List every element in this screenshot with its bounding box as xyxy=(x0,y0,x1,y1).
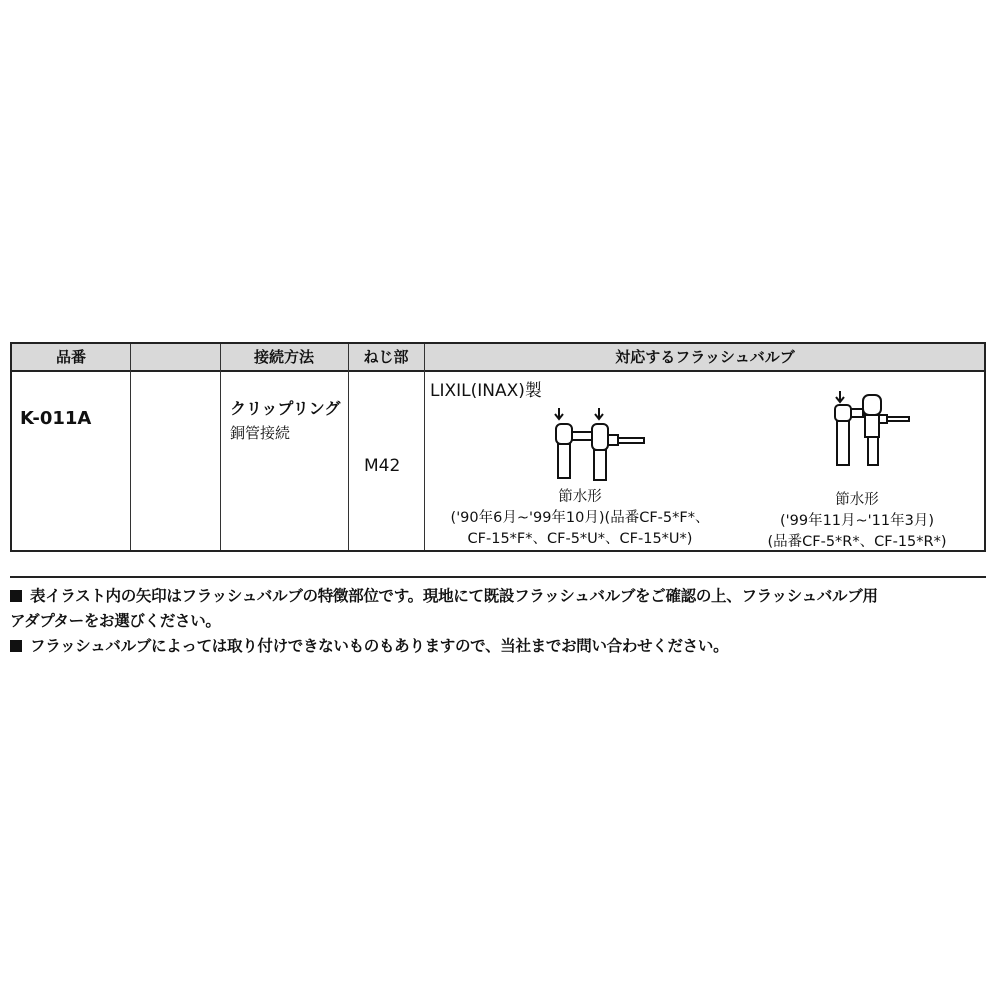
valve-2-type: 節水形 xyxy=(835,492,879,508)
thread-size: M42 xyxy=(364,456,401,476)
part-number: K-011A xyxy=(20,408,92,429)
divider xyxy=(10,576,986,578)
bullet-square-icon xyxy=(10,590,22,602)
header-connection: 接続方法 xyxy=(253,348,314,366)
maker-label: LIXIL(INAX)製 xyxy=(430,381,542,401)
header-thread: ねじ部 xyxy=(363,348,409,366)
header-flush-valve: 対応するフラッシュバルブ xyxy=(615,348,795,366)
header-part-no: 品番 xyxy=(55,348,86,366)
flush-valve-illustration-1 xyxy=(547,404,647,484)
bullet-square-icon xyxy=(10,640,22,652)
note-2: フラッシュバルブによっては取り付けできないものもありますので、当社までお問い合わせください。 xyxy=(10,634,728,656)
valve-2-period: ('99年11月~'11年3月) xyxy=(779,513,934,529)
valve-2-caption xyxy=(732,490,982,553)
valve-1-period: ('90年6月~'99年10月)(品番CF-5*F*、 xyxy=(450,510,710,526)
valve-1-caption xyxy=(430,487,730,550)
valve-1-models: CF-15*F*、CF-5*U*、CF-15*U*) xyxy=(467,531,693,547)
valve-1-type: 節水形 xyxy=(558,489,602,505)
connection-method-2: 銅管接続 xyxy=(230,424,291,442)
note-1-cont: アダプターをお選びください。 xyxy=(10,612,221,630)
flush-valve-illustration-2 xyxy=(830,389,920,469)
valve-2-models: (品番CF-5*R*、CF-15*R*) xyxy=(767,534,947,550)
note-1: 表イラスト内の矢印はフラッシュバルブの特徴部位です。現地にて既設フラッシュバルブをご確認の上、フラッシュバルブ用 xyxy=(10,584,878,606)
connection-method-1: クリップリング xyxy=(230,399,341,418)
header-blank xyxy=(130,344,220,370)
product-table xyxy=(10,342,986,552)
